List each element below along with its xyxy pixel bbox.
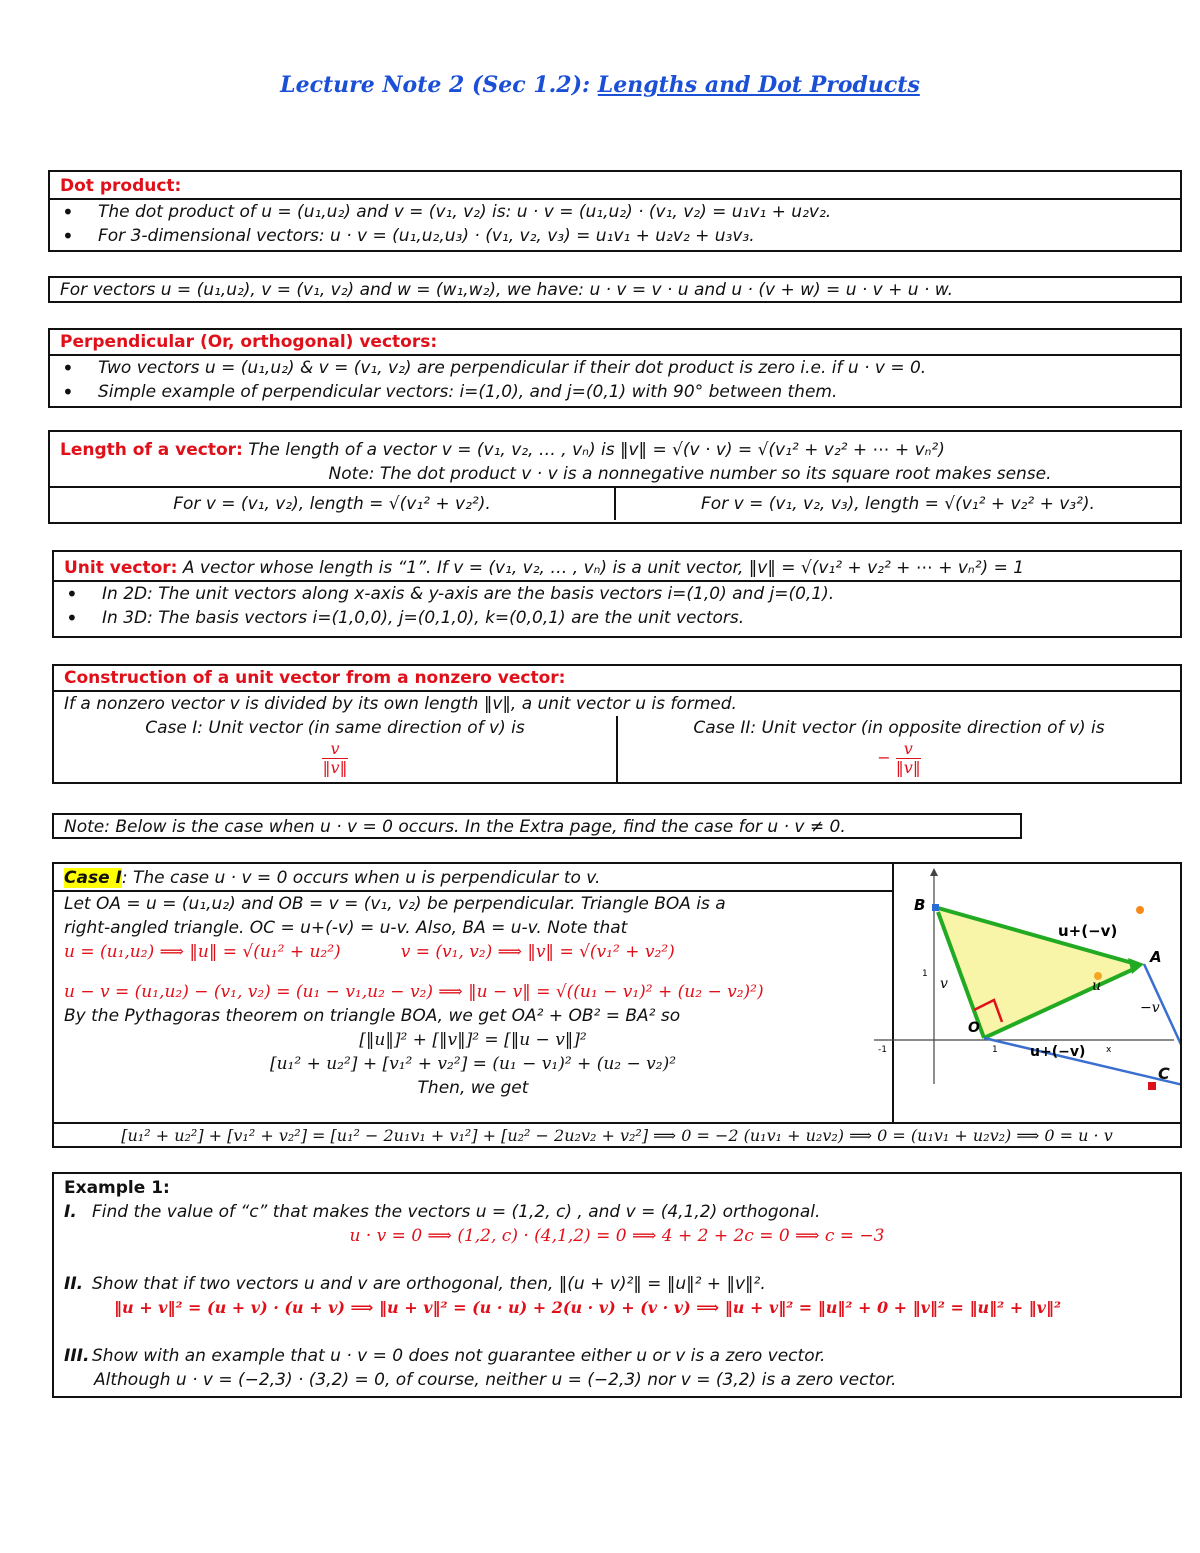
length-line-1: The length of a vector v = (v₁, v₂, … , vₙ) is ‖v‖ = √(v · v) = √(v₁² + v₂² + ⋯ + vₙ²) (242, 440, 945, 460)
example-iii-text: Show with an example that u · v = 0 does not guarantee either u or v is a zero vector. (92, 1346, 826, 1366)
case-i-label: Case I (64, 868, 122, 888)
case-i-line-2: right-angled triangle. OC = u+(-v) = u-v. Also, BA = u-v. Note that (64, 918, 628, 938)
construction-box (52, 664, 1182, 784)
point-b (932, 904, 939, 911)
label-a: A (1150, 948, 1162, 966)
case-i-line-4: u − v = (u₁,u₂) − (v₁, v₂) = (u₁ − v₁,u₂ − v₂) ⟹ ‖u − v‖ = √((u₁ − v₁)² + (u₂ − v₂)²) (64, 982, 764, 1002)
dot-product-line-2: • For 3-dimensional vectors: u · v = (u₁,u₂,u₃) · (v₁, v₂, v₃) = u₁v₁ + u₂v₂ + u₃v₃. (50, 224, 1180, 248)
example-iii-solution: Although u · v = (−2,3) · (3,2) = 0, of course, neither u = (−2,3) nor v = (3,2) is a zero vector. (94, 1370, 897, 1390)
y-axis-arrow (930, 868, 938, 876)
example-i-label: I. (64, 1202, 77, 1222)
tick-label-1-y: 1 (922, 969, 928, 979)
tick-label-1-x: 1 (992, 1045, 998, 1055)
case-i-norm-u: u = (u₁,u₂) ⟹ ‖u‖ = √(u₁² + u₂²) (64, 942, 341, 962)
title-main: Lengths and Dot Products (597, 72, 920, 98)
example-iii-label: III. (64, 1346, 90, 1366)
dot-product-box (48, 170, 1182, 252)
note-box (52, 813, 1022, 839)
case-2-fraction (896, 740, 921, 777)
unit-vector-box (52, 550, 1182, 638)
case-1-numerator: v (322, 740, 347, 759)
case-i-heading: : The case u · v = 0 occurs when u is perpendicular to v. (121, 868, 601, 888)
case-2-label: Case II: Unit vector (in opposite direction of v) is (693, 718, 1105, 738)
case-2-numerator: v (896, 740, 921, 759)
case-1-fraction (322, 740, 347, 777)
example-i-text: Find the value of “c” that makes the vectors u = (1,2, c) , and v = (4,1,2) orthogonal. (92, 1202, 821, 1222)
label-u-plus-neg-v-top: u+(−v) (1058, 922, 1118, 940)
label-b: B (914, 896, 926, 914)
tick-label-neg1: -1 (878, 1045, 887, 1055)
case-i-box (52, 862, 1182, 1148)
example-heading: Example 1: (64, 1178, 170, 1198)
case-2-sign: − (877, 748, 891, 767)
construction-heading: Construction of a unit vector from a nonzero vector: (64, 668, 566, 688)
label-neg-v: −v (1140, 1000, 1160, 1016)
perpendicular-line-2: • Simple example of perpendicular vectors: i=(1,0), and j=(0,1) with 90° between them. (50, 380, 1180, 404)
construction-line-1: If a nonzero vector v is divided by its own length ‖v‖, a unit vector u is formed. (64, 694, 737, 714)
length-2d: For v = (v₁, v₂), length = √(v₁² + v₂²). (173, 494, 491, 514)
dot-product-heading: Dot product: (60, 176, 182, 196)
case-i-line-6: [‖u‖]² + [‖v‖]² = [‖u − v‖]² (359, 1030, 587, 1050)
perpendicular-heading: Perpendicular (Or, orthogonal) vectors: (60, 332, 438, 352)
length-heading: Length of a vector: (60, 440, 243, 460)
vector-diagram (844, 864, 1180, 1120)
case-2-denominator: ‖v‖ (895, 758, 921, 777)
page-title (0, 72, 1200, 98)
unit-vector-line-1: A vector whose length is “1”. If v = (v₁, v₂, … , vₙ) is a unit vector, ‖v‖ = √(v₁² + v₂² + ⋯ + vₙ²) = 1 (177, 558, 1025, 578)
unit-vector-heading: Unit vector: (64, 558, 178, 578)
example-box (52, 1172, 1182, 1398)
label-u-plus-neg-v-bottom: u+(−v) (1030, 1044, 1086, 1060)
case-i-line-5: By the Pythagoras theorem on triangle BOA, we get OA² + OB² = BA² so (64, 1006, 681, 1026)
unit-vector-line-2: • In 2D: The unit vectors along x-axis & y-axis are the basis vectors i=(1,0) and j=(0,1). (54, 582, 1180, 606)
point-c (1148, 1082, 1156, 1090)
case-1-denominator: ‖v‖ (322, 758, 348, 777)
dot-product-line-1: • The dot product of u = (u₁,u₂) and v = (v₁, v₂) is: u · v = (u₁,u₂) · (v₁, v₂) = u₁v₁ + u₂v₂. (50, 200, 1180, 224)
example-ii-label: II. (64, 1274, 84, 1294)
title-prefix: Lecture Note 2 (Sec 1.2): (280, 72, 598, 98)
construction-case-1 (54, 716, 616, 782)
label-u: u (1092, 978, 1102, 994)
perpendicular-line-1: • Two vectors u = (u₁,u₂) & v = (v₁, v₂) are perpendicular if their dot product is zero i.e. if u · v = 0. (50, 356, 1180, 380)
case-i-text (54, 864, 892, 1124)
case-i-line-7: [u₁² + u₂²] + [v₁² + v₂²] = (u₁ − v₁)² + (u₂ − v₂)² (269, 1054, 677, 1074)
label-v: v (940, 976, 948, 992)
label-o: O (968, 1020, 980, 1036)
note-line: Note: Below is the case when u · v = 0 occurs. In the Extra page, find the case for u · v ≠ 0. (64, 817, 846, 837)
unit-vector-line-3: • In 3D: The basis vectors i=(1,0,0), j=(0,1,0), k=(0,0,1) are the unit vectors. (54, 606, 1180, 630)
properties-box (48, 276, 1182, 303)
case-i-line-8: Then, we get (417, 1078, 529, 1098)
case-i-line-9: [u₁² + u₂²] + [v₁² + v₂²] = [u₁² − 2u₁v₁ + v₁²] + [u₂² − 2u₂v₂ + v₂²] ⟹ 0 = −2 (u₁v₁ + u₂v₂) ⟹ 0 = (u₁v₁ + u₂v₂) ⟹ 0 = u · v (121, 1126, 1113, 1145)
point-bullet (1136, 906, 1144, 914)
example-i-solution: u · v = 0 ⟹ (1,2, c) · (4,1,2) = 0 ⟹ 4 + 2 + 2c = 0 ⟹ c = −3 (349, 1226, 885, 1246)
length-box (48, 430, 1182, 524)
construction-case-2 (616, 716, 1180, 782)
case-i-line-1: Let OA = u = (u₁,u₂) and OB = v = (v₁, v₂) be perpendicular. Triangle BOA is a (64, 894, 726, 914)
example-ii-solution: ‖u + v‖² = (u + v) · (u + v) ⟹ ‖u + v‖² = (u · u) + 2(u · v) + (v · v) ⟹ ‖u + v‖² = ‖u‖² + 0 + ‖v‖² = ‖u‖² + ‖v‖² (114, 1298, 1061, 1317)
tick-label-x: x (1106, 1045, 1112, 1055)
example-ii-text: Show that if two vectors u and v are orthogonal, then, ‖(u + v)²‖ = ‖u‖² + ‖v‖². (92, 1274, 766, 1294)
properties-line: For vectors u = (u₁,u₂), v = (v₁, v₂) and w = (w₁,w₂), we have: u · v = v · u and u · (v + w) = u · v + u · w. (60, 280, 953, 300)
case-i-norm-v: v = (v₁, v₂) ⟹ ‖v‖ = √(v₁² + v₂²) (400, 942, 675, 962)
length-3d: For v = (v₁, v₂, v₃), length = √(v₁² + v₂² + v₃²). (614, 488, 1180, 520)
label-c: C (1158, 1064, 1170, 1083)
perpendicular-box (48, 328, 1182, 408)
length-note: Note: The dot product v · v is a nonnegative number so its square root makes sense. (328, 464, 1052, 484)
case-1-label: Case I: Unit vector (in same direction of v) is (145, 718, 525, 738)
